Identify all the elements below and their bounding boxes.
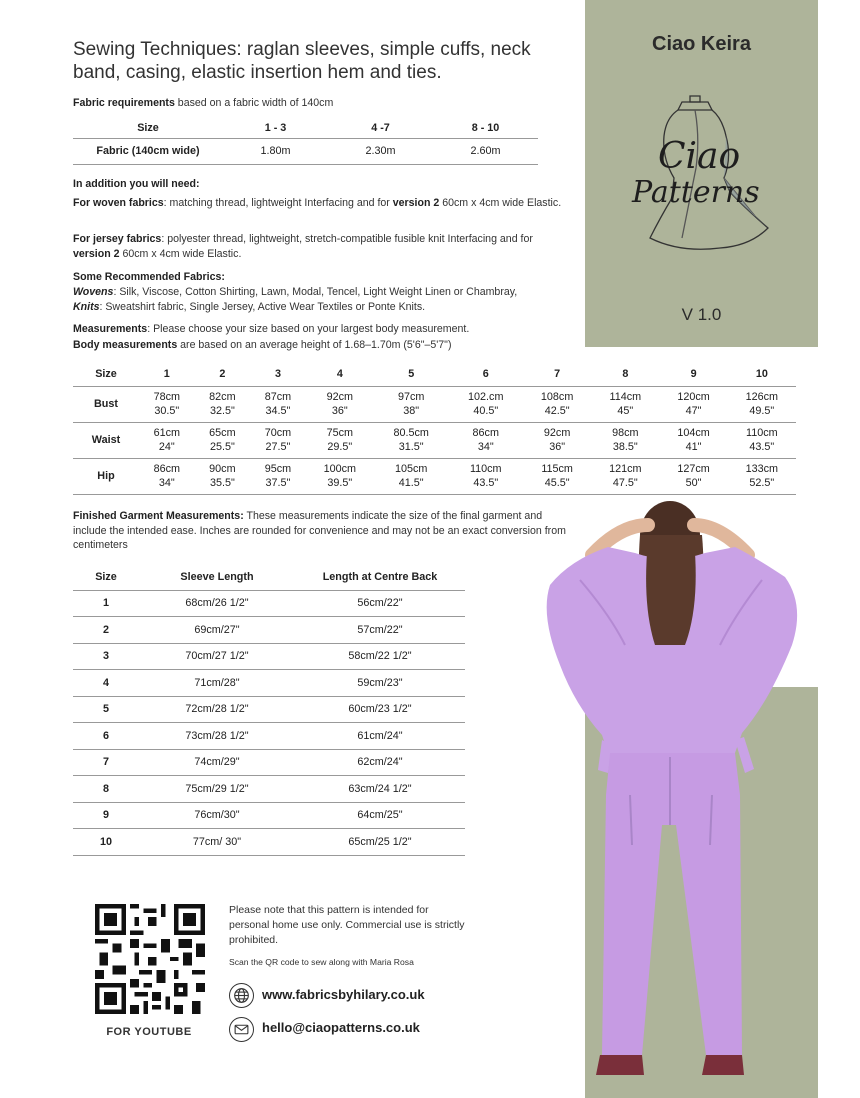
- fabric-requirements-table: [73, 118, 538, 165]
- table-row: [73, 696, 465, 723]
- table-cell: 100cm 39.5": [306, 458, 374, 494]
- table-cell: 115cm 45.5": [523, 458, 591, 494]
- table-cell: 58cm/22 1/2": [295, 643, 465, 670]
- table-cell: 6: [73, 723, 139, 750]
- table-cell: 3: [73, 643, 139, 670]
- table-header: Size: [73, 565, 139, 590]
- table-header: 8 - 10: [471, 121, 500, 134]
- logo-text-patterns: Patterns: [632, 175, 760, 210]
- table-cell: 69cm/27": [139, 617, 295, 644]
- table-row: [73, 670, 465, 697]
- globe-icon: [229, 983, 254, 1008]
- table-cell: 2: [73, 617, 139, 644]
- table-cell: 127cm 50": [659, 458, 727, 494]
- jersey-fabrics-text: For jersey fabrics: polyester thread, lightweight, stretch-compatible fusible knit Interfacing and for version 2 60cm x 4cm wide Elastic.: [73, 233, 533, 260]
- row-label: Bust: [73, 386, 139, 422]
- table-cell: 64cm/25": [295, 802, 465, 829]
- table-cell: 63cm/24 1/2": [295, 776, 465, 803]
- table-header: 9: [659, 363, 727, 386]
- table-cell: 105cm 41.5": [374, 458, 449, 494]
- scan-note: Scan the QR code to sew along with Maria Rosa: [229, 957, 414, 967]
- table-cell: 2.30m: [328, 138, 433, 164]
- table-header: Size: [137, 121, 159, 134]
- table-row: [73, 723, 465, 750]
- table-cell: 121cm 47.5": [591, 458, 659, 494]
- woven-fabrics-text: For woven fabrics: matching thread, lightweight Interfacing and for version 2 60cm x 4cm wide Elastic.: [73, 197, 562, 209]
- table-cell: 87cm 34.5": [250, 386, 306, 422]
- table-cell: 80.5cm 31.5": [374, 422, 449, 458]
- table-header: 6: [448, 363, 523, 386]
- table-cell: 77cm/ 30": [139, 829, 295, 856]
- table-cell: 102.cm 40.5": [448, 386, 523, 422]
- table-header-row: [73, 363, 796, 386]
- table-cell: 61cm 24": [139, 422, 195, 458]
- table-cell: 104cm 41": [659, 422, 727, 458]
- table-header: 5: [374, 363, 449, 386]
- table-row: [73, 802, 465, 829]
- table-cell: 1.80m: [223, 138, 328, 164]
- table-cell: 133cm 52.5": [728, 458, 796, 494]
- table-cell: 97cm 38": [374, 386, 449, 422]
- table-header: 7: [523, 363, 591, 386]
- table-cell: 62cm/24": [295, 749, 465, 776]
- table-cell: 126cm 49.5": [728, 386, 796, 422]
- logo-text-ciao: Ciao: [658, 136, 741, 177]
- table-cell: 65cm 25.5": [195, 422, 251, 458]
- table-header: 4 -7: [371, 121, 390, 134]
- table-cell: 92cm 36": [306, 386, 374, 422]
- table-header: 4: [306, 363, 374, 386]
- table-cell: 2.60m: [433, 138, 538, 164]
- table-cell: 10: [73, 829, 139, 856]
- table-cell: 86cm 34": [139, 458, 195, 494]
- page-title: Sewing Techniques: raglan sleeves, simple cuffs, neck band, casing, elastic insertion hem and ties.: [73, 39, 531, 83]
- table-header: Sleeve Length: [139, 565, 295, 590]
- finished-garment-table: [73, 565, 465, 856]
- table-row: [73, 590, 465, 617]
- table-cell: 73cm/28 1/2": [139, 723, 295, 750]
- table-cell: 68cm/26 1/2": [139, 590, 295, 617]
- body-measurements-text: Body measurements are based on an average height of 1.68–1.70m (5'6"–5'7"): [73, 339, 452, 351]
- table-cell: 5: [73, 696, 139, 723]
- table-header: 2: [195, 363, 251, 386]
- table-cell: 70cm 27.5": [250, 422, 306, 458]
- table-cell: 71cm/28": [139, 670, 295, 697]
- usage-note: Please note that this pattern is intended for personal home use only. Commercial use is strictly prohibited.: [229, 904, 465, 946]
- table-row-hip: [73, 458, 796, 494]
- table-cell: 95cm 37.5": [250, 458, 306, 494]
- table-header: 8: [591, 363, 659, 386]
- table-cell: 1: [73, 590, 139, 617]
- fabric-requirements-text: Fabric requirements based on a fabric width of 140cm: [73, 97, 334, 109]
- row-label: Hip: [73, 458, 139, 494]
- table-header: 1: [139, 363, 195, 386]
- table-cell: 61cm/24": [295, 723, 465, 750]
- table-cell: 86cm 34": [448, 422, 523, 458]
- table-cell: 76cm/30": [139, 802, 295, 829]
- ciao-patterns-logo: [620, 88, 780, 268]
- pattern-name: Ciao Keira: [652, 33, 751, 55]
- table-header: 3: [250, 363, 306, 386]
- table-cell: 75cm 29.5": [306, 422, 374, 458]
- body-measurements-table: [73, 363, 796, 495]
- model-photo: [530, 495, 810, 1080]
- wovens-text: Wovens: Silk, Viscose, Cotton Shirting, Lawn, Modal, Tencel, Light Weight Linen or Chambray,: [73, 286, 518, 298]
- table-cell: 60cm/23 1/2": [295, 696, 465, 723]
- table-cell: 56cm/22": [295, 590, 465, 617]
- table-cell: 110cm 43.5": [728, 422, 796, 458]
- table-cell: 120cm 47": [659, 386, 727, 422]
- table-cell: 82cm 32.5": [195, 386, 251, 422]
- table-cell: 114cm 45": [591, 386, 659, 422]
- table-cell: 72cm/28 1/2": [139, 696, 295, 723]
- table-row: [73, 138, 538, 164]
- table-row-bust: [73, 386, 796, 422]
- table-cell: 78cm 30.5": [139, 386, 195, 422]
- table-cell: 92cm 36": [523, 422, 591, 458]
- measurements-text: Measurements: Please choose your size based on your largest body measurement.: [73, 323, 470, 335]
- table-cell: 108cm 42.5": [523, 386, 591, 422]
- qr-code-icon[interactable]: [95, 904, 205, 1014]
- finished-garment-text: Finished Garment Measurements: These measurements indicate the size of the final garment and include the intended ease. Inches are rounded for convenience and may not be an exact conversion from centimeters: [73, 510, 566, 551]
- knits-text: Knits: Sweatshirt fabric, Single Jersey, Active Wear Textiles or Ponte Knits.: [73, 301, 426, 313]
- table-row: [73, 749, 465, 776]
- table-cell: 74cm/29": [139, 749, 295, 776]
- table-cell: 65cm/25 1/2": [295, 829, 465, 856]
- row-label: Waist: [73, 422, 139, 458]
- table-cell: 75cm/29 1/2": [139, 776, 295, 803]
- table-cell: 7: [73, 749, 139, 776]
- table-cell: 4: [73, 670, 139, 697]
- website-link[interactable]: www.fabricsbyhilary.co.uk: [262, 987, 425, 1002]
- addition-title: In addition you will need:: [73, 178, 200, 190]
- table-cell: 59cm/23": [295, 670, 465, 697]
- table-row: [73, 617, 465, 644]
- table-cell: 98cm 38.5": [591, 422, 659, 458]
- row-label: Fabric (140cm wide): [73, 138, 223, 164]
- email-icon: [229, 1017, 254, 1042]
- table-cell: 9: [73, 802, 139, 829]
- table-cell: 57cm/22": [295, 617, 465, 644]
- email-link[interactable]: hello@ciaopatterns.co.uk: [262, 1020, 420, 1035]
- table-cell: 8: [73, 776, 139, 803]
- version-label: V 1.0: [681, 305, 722, 324]
- table-cell: 90cm 35.5": [195, 458, 251, 494]
- table-header: Length at Centre Back: [295, 565, 465, 590]
- table-header-row: [73, 565, 465, 590]
- table-header: 10: [728, 363, 796, 386]
- table-row: [73, 776, 465, 803]
- table-cell: 110cm 43.5": [448, 458, 523, 494]
- table-row-waist: [73, 422, 796, 458]
- table-header: 1 - 3: [264, 121, 287, 134]
- table-header: Size: [73, 363, 139, 386]
- table-row: [73, 643, 465, 670]
- qr-caption: FOR YOUTUBE: [106, 1026, 192, 1038]
- recommended-title: Some Recommended Fabrics:: [73, 271, 225, 283]
- table-cell: 70cm/27 1/2": [139, 643, 295, 670]
- table-row: [73, 829, 465, 856]
